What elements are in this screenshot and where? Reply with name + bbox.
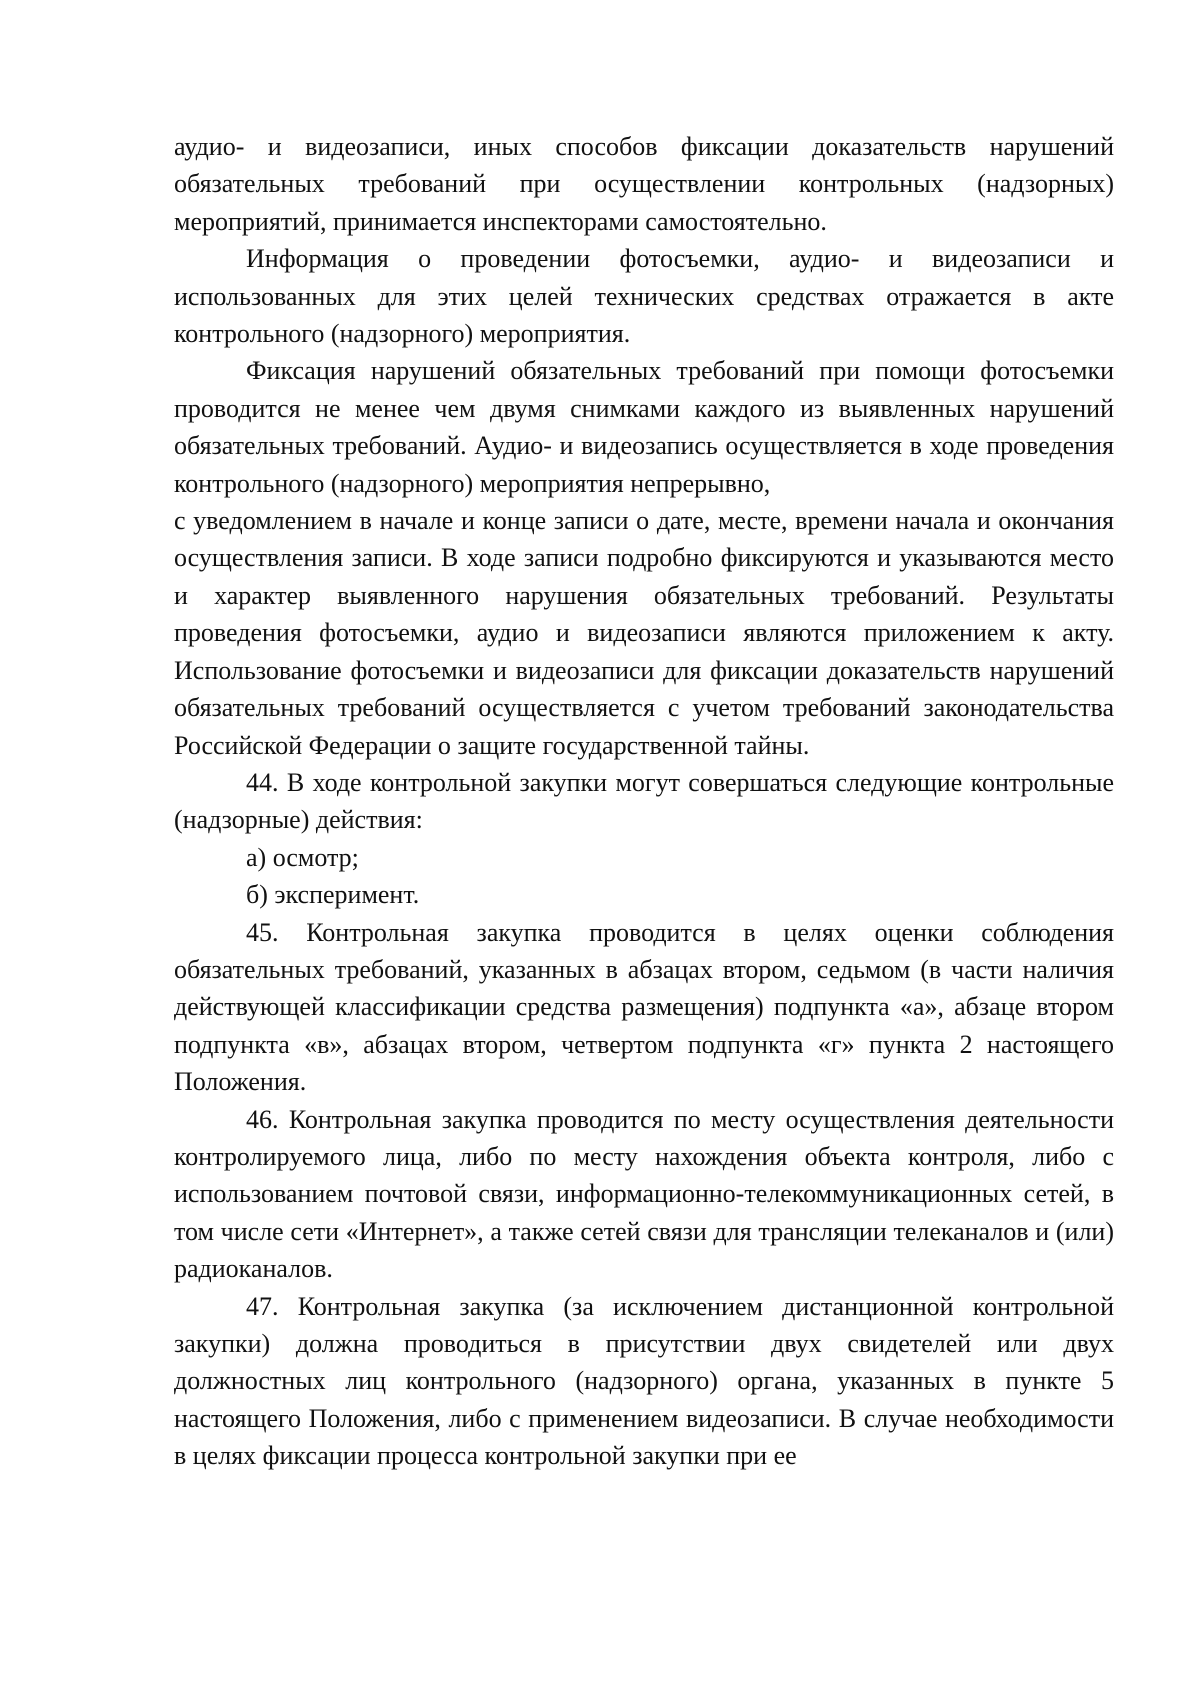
paragraph-item-44: 44. В ходе контрольной закупки могут совершаться следующие контрольные (надзорные) действия: <box>174 767 1114 835</box>
paragraph-item-46: 46. Контрольная закупка проводится по месту осуществления деятельности контролируемого лица, либо по месту нахождения объекта контроля, либо с использованием почтовой связи, информационно-телекоммуникационных сетей, в том числе сети «Интернет», а также сетей связи для трансляции телеканалов и (или) радиоканалов. <box>174 1104 1114 1284</box>
paragraph-notification: с уведомлением в начале и конце записи о дате, месте, времени начала и окончания осуществления записи. В ходе записи подробно фиксируются и указываются место и характер выявленного нарушения обязательных требований. Результаты проведения фотосъемки, аудио и видеозаписи являются приложением к акту. Использование фотосъемки и видеозаписи для фиксации доказательств нарушений обязательных требований осуществляется с учетом требований законодательства Российской Федерации о защите государственной тайны. <box>174 506 1114 760</box>
paragraph-item-45: 45. Контрольная закупка проводится в целях оценки соблюдения обязательных требований, указанных в абзацах втором, седьмом (в части наличия действующей классификации средства размещения) подпункта «а», абзаце втором подпункта «в», абзацах втором, четвертом подпункта «г» пункта 2 настоящего Положения. <box>174 917 1114 1097</box>
document-body <box>174 128 1114 1475</box>
list-item-experiment: б) эксперимент. <box>246 880 420 910</box>
list-item-inspection: а) осмотр; <box>246 842 359 872</box>
paragraph-item-47: 47. Контрольная закупка (за исключением дистанционной контрольной закупки) должна проводиться в присутствии двух свидетелей или двух должностных лиц контрольного (надзорного) органа, указанных в пункте 5 настоящего Положения, либо с применением видеозаписи. В случае необходимости в целях фиксации процесса контрольной закупки при ее <box>174 1291 1114 1471</box>
paragraph-photo-info: Информация о проведении фотосъемки, аудио- и видеозаписи и использованных для этих целей технических средствах отражается в акте контрольного (надзорного) мероприятия. <box>174 244 1114 349</box>
paragraph-continuation: аудио- и видеозаписи, иных способов фиксации доказательств нарушений обязательных требований при осуществлении контрольных (надзорных) мероприятий, принимается инспекторами самостоятельно. <box>174 132 1114 236</box>
paragraph-fixation: Фиксация нарушений обязательных требований при помощи фотосъемки проводится не менее чем двумя снимками каждого из выявленных нарушений обязательных требований. Аудио- и видеозапись осуществляется в ходе проведения контрольного (надзорного) мероприятия непрерывно, <box>174 356 1114 498</box>
